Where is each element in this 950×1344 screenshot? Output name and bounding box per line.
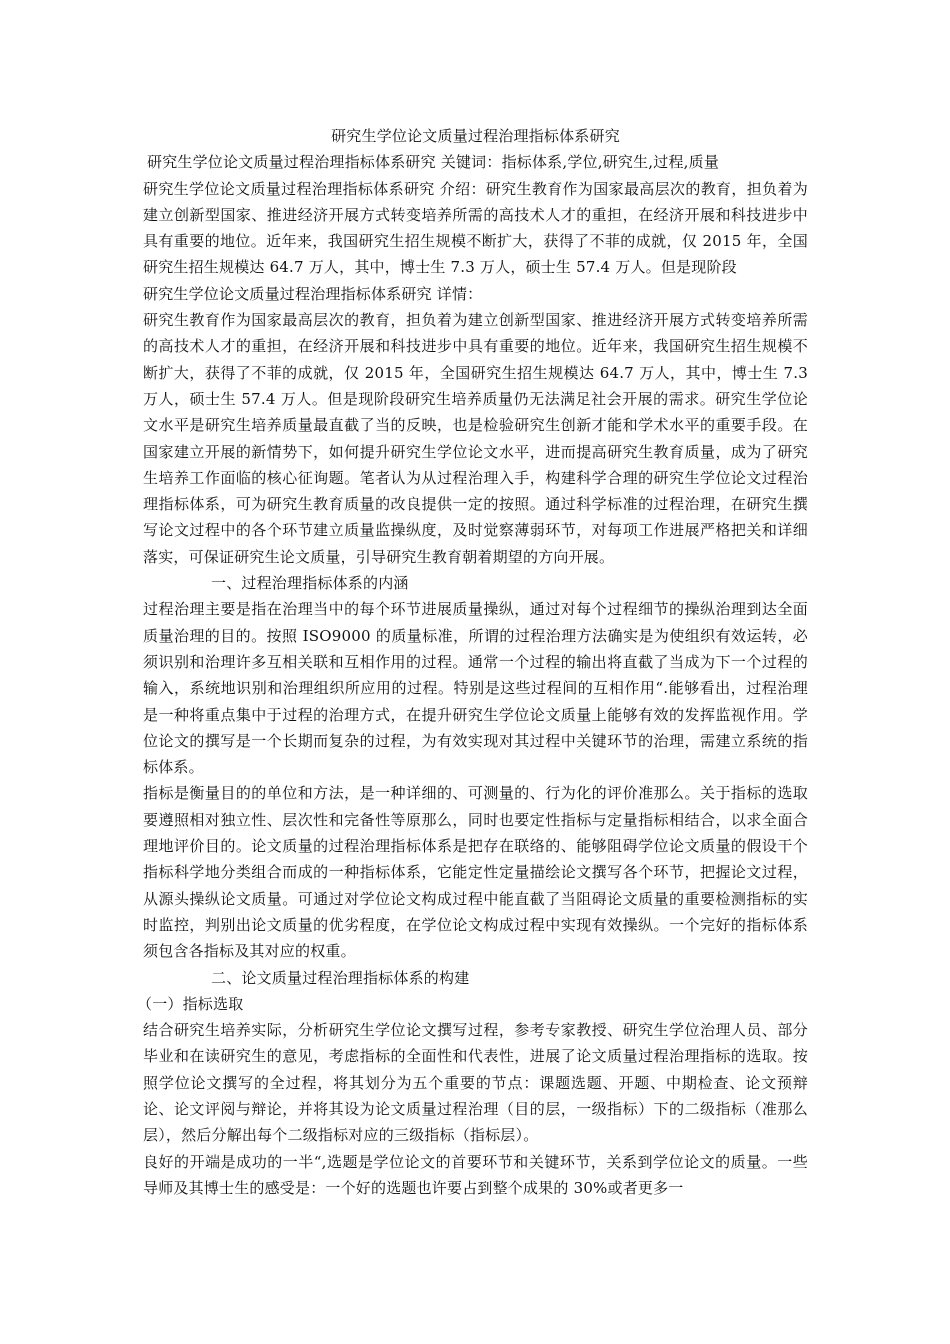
body-paragraph: 良好的开端是成功的一半“,选题是学位论文的首要环节和关键环节，关系到学位论文的质量。一些导师及其博士生的感受是：一个好的选题也许要占到整个成果的 30%或者更多一 [143, 1152, 808, 1197]
document-body [137, 123, 808, 1201]
body-paragraph: 过程治理主要是指在治理当中的每个环节进展质量操纵，通过对每个过程细节的操纵治理到达全面质量治理的目的。按照 ISO9000 的质量标准，所谓的过程治理方法确实是为使组织有效运转，必须识别和治理许多互相关联和互相作用的过程。通常一个过程的输出将直截了当成为下一个过程的输入，系统地识别和治理组织所应用的过程。特别是这些过程间的互相作用“.能够看出，过程治理是一种将重点集中于过程的治理方式，在提升研究生学位论文质量上能够有效的发挥监视作用。学位论文的撰写是一个长期而复杂的过程，为有效实现对其过程中关键环节的治理，需建立系统的指标体系。 [143, 600, 808, 777]
document-title: 研究生学位论文质量过程治理指标体系研究 [331, 127, 620, 145]
body-paragraph: 指标是衡量目的的单位和方法，是一种详细的、可测量的、行为化的评价准那么。关于指标的选取要遵照相对独立性、层次性和完备性等原那么，同时也要定性指标与定量指标相结合，以求全面合理地评价目的。论文质量的过程治理指标体系是把存在联络的、能够阻碍学位论文质量的假设干个指标科学地分类组合而成的一种指标体系，它能定性定量描绘论文撰写各个环节，把握论文过程，从源头操纵论文质量。可通过对学位论文构成过程中能直截了当阻碍论文质量的重要检测指标的实时监控，判别出论文质量的优劣程度，在学位论文构成过程中实现有效操纵。一个完好的指标体系须包含各指标及其对应的权重。 [143, 784, 808, 961]
section-heading: 二、论文质量过程治理指标体系的构建 [211, 968, 470, 987]
section-heading: 一、过程治理指标体系的内涵 [211, 574, 409, 593]
subsection-heading: （一）指标选取 [137, 994, 244, 1013]
details-label: 研究生学位论文质量过程治理指标体系研究 详情： [143, 284, 483, 303]
keywords-line: 研究生学位论文质量过程治理指标体系研究 关键词：指标体系,学位,研究生,过程,质量 [147, 153, 720, 172]
body-paragraph: 结合研究生培养实际，分析研究生学位论文撰写过程，参考专家教授、研究生学位治理人员、部分毕业和在读研究生的意见，考虑指标的全面性和代表性，进展了论文质量过程治理指标的选取。按照学位论文撰写的全过程，将其划分为五个重要的节点：课题选题、开题、中期检查、论文预辩论、论文评阅与辩论，并将其设为论文质量过程治理（目的层，一级指标）下的二级指标（准那么层），然后分解出每个二级指标对应的三级指标（指标层）。 [143, 1021, 808, 1145]
body-paragraph: 研究生教育作为国家最高层次的教育，担负着为建立创新型国家、推进经济开展方式转变培养所需的高技术人才的重担，在经济开展和科技进步中具有重要的地位。近年来，我国研究生招生规模不断扩大，获得了不菲的成就，仅 2015 年，全国研究生招生规模达 64.7 万人，其中，博士生 7.3 万人，硕士生 57.4 万人。但是现阶段研究生培养质量仍无法满足社会开展的需求。研究生学位论文水平是研究生培养质量最直截了当的反映，也是检验研究生创新才能和学术水平的重要手段。在国家建立开展的新情势下，如何提升研究生学位论文水平，进而提高研究生教育质量，成为了研究生培养工作面临的核心征询题。笔者认为从过程治理入手，构建科学合理的研究生学位论文过程治理指标体系，可为研究生教育质量的改良提供一定的按照。通过科学标准的过程治理，在研究生撰写论文过程中的各个环节建立质量监操纵度，及时觉察薄弱环节，对每项工作进展严格把关和详细落实，可保证研究生论文质量，引导研究生教育朝着期望的方向开展。 [143, 311, 808, 566]
intro-paragraph: 研究生学位论文质量过程治理指标体系研究 介绍：研究生教育作为国家最高层次的教育，担负着为建立创新型国家、推进经济开展方式转变培养所需的高技术人才的重担，在经济开展和科技进步中具有重要的地位。近年来，我国研究生招生规模不断扩大，获得了不菲的成就，仅 2015 年，全国研究生招生规模达 64.7 万人，其中，博士生 7.3 万人，硕士生 57.4 万人。但是现阶段 [143, 179, 808, 277]
